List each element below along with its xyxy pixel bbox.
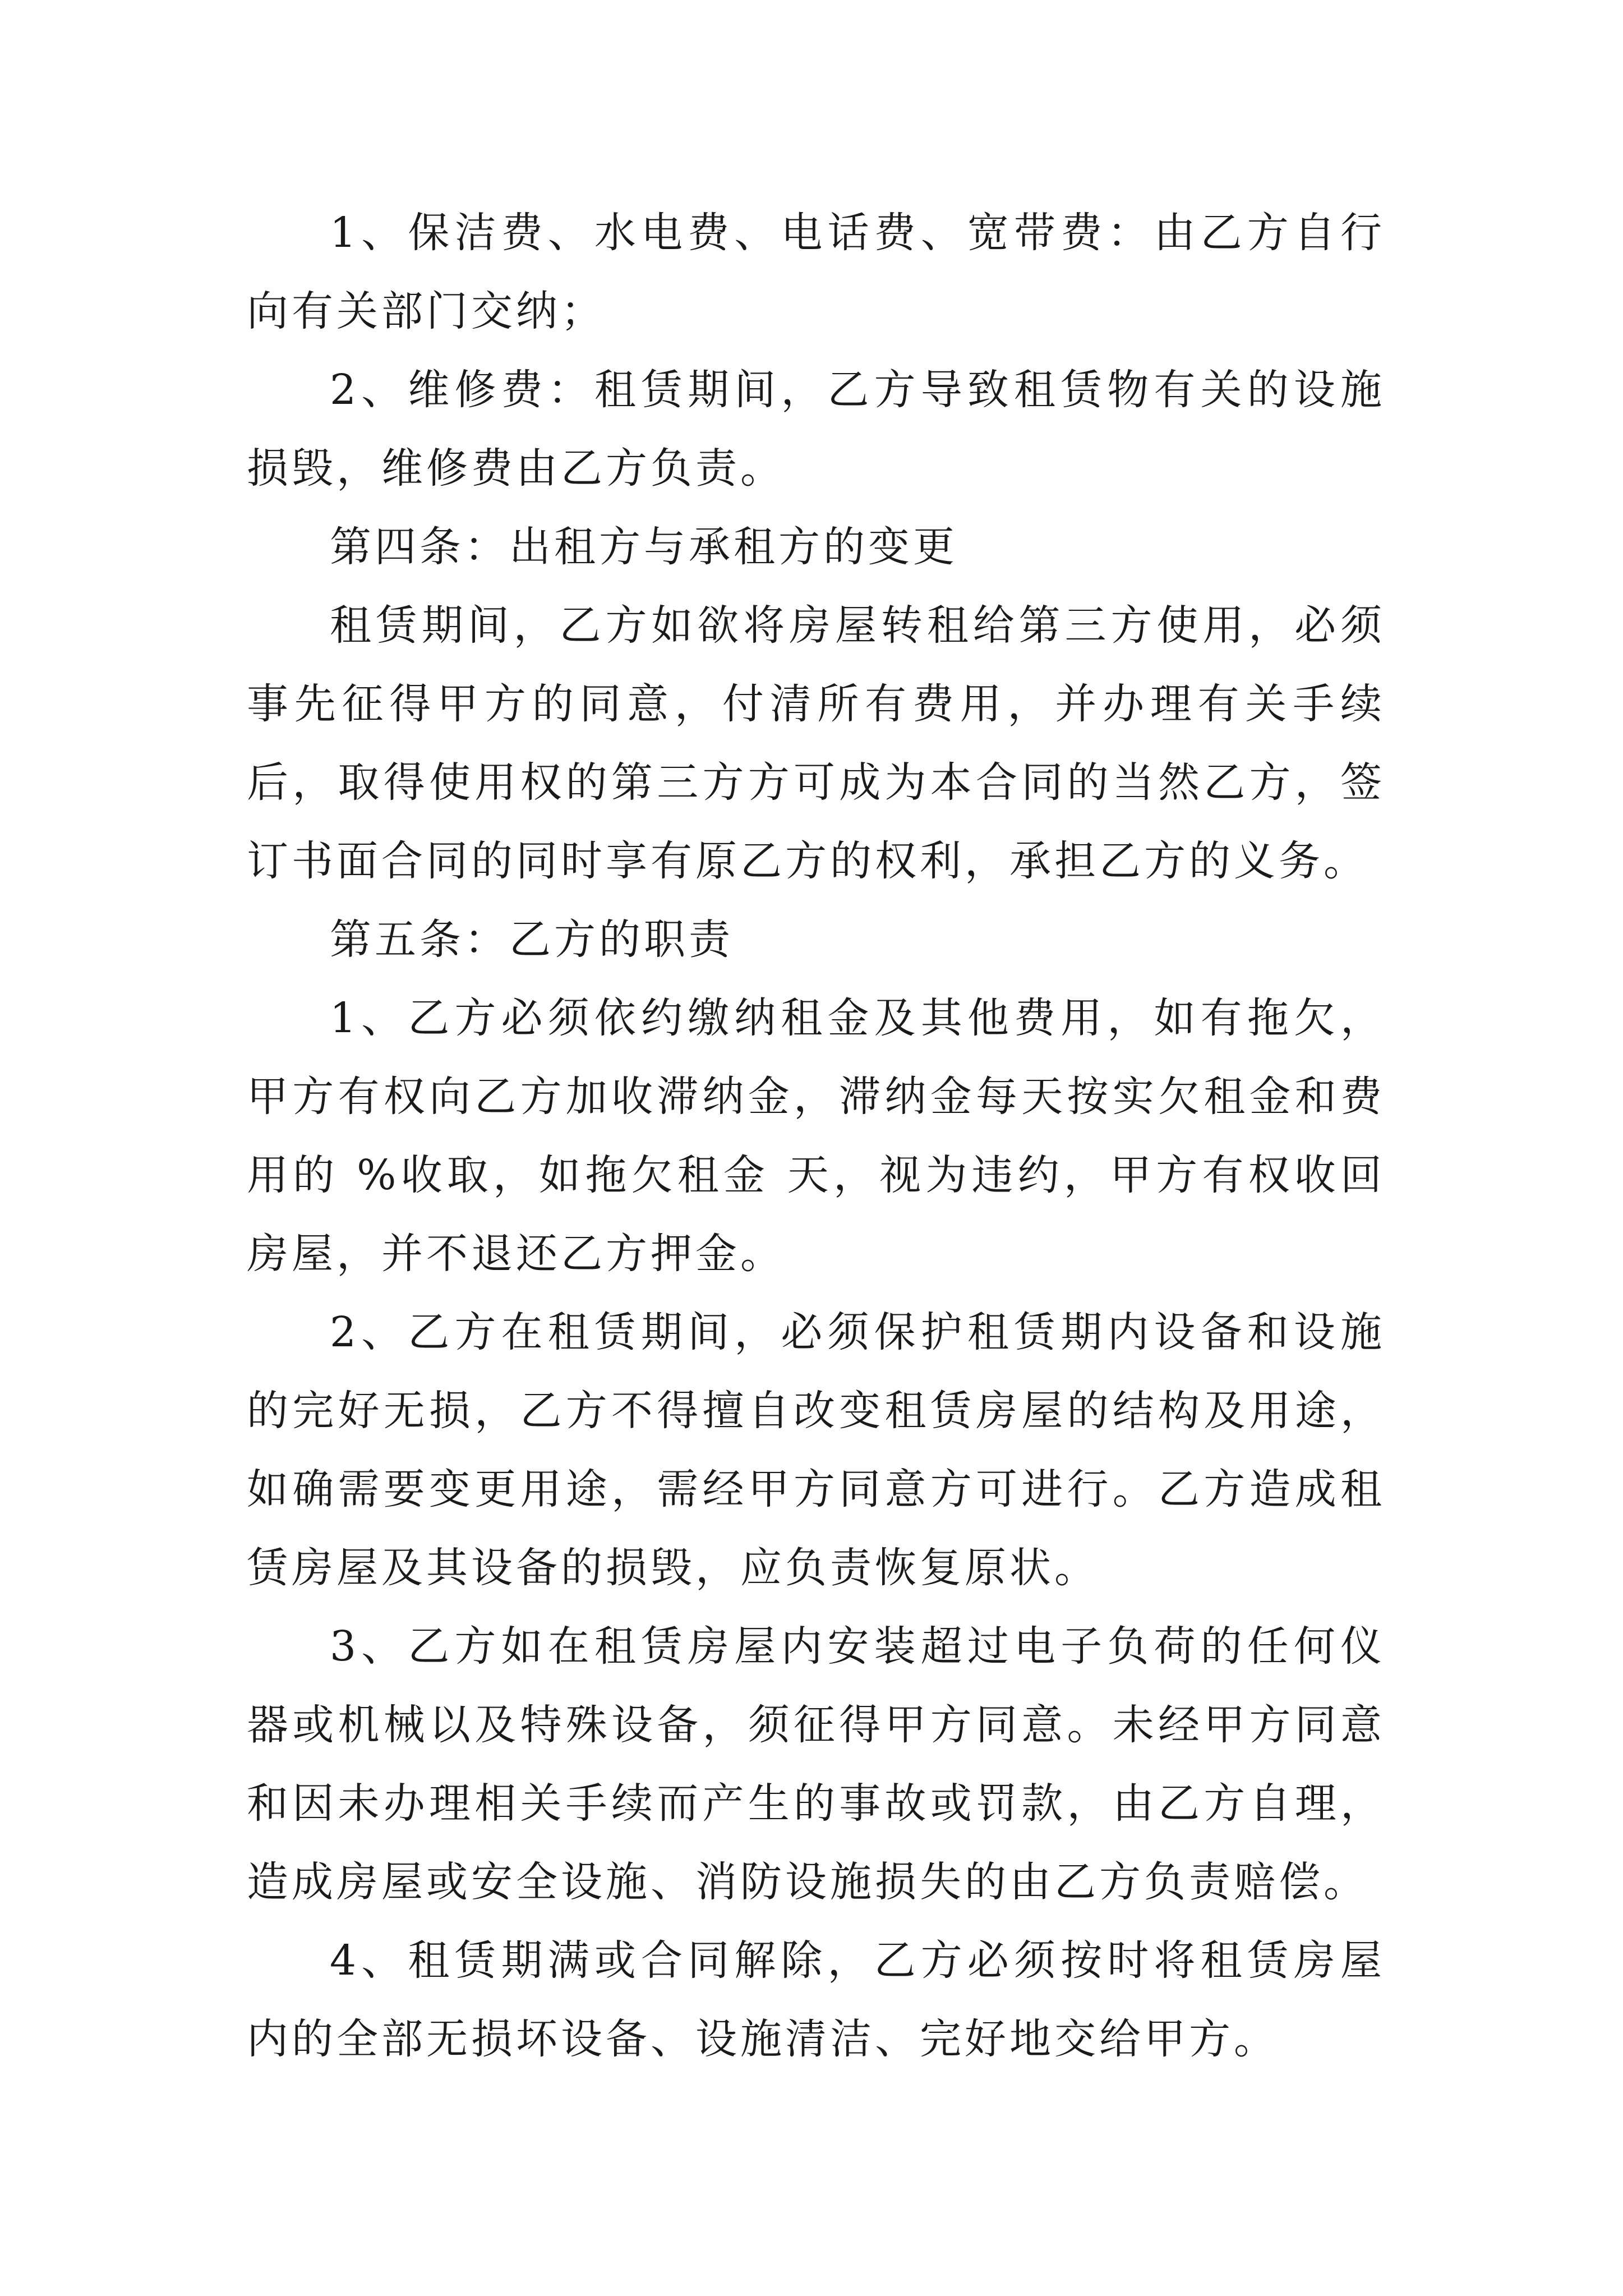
paragraph-fees-repair: 2、维修费：租赁期间，乙方导致租赁物有关的设施损毁，维修费由乙方负责。	[247, 366, 1385, 493]
paragraph-duty-3: 3、乙方如在租赁房屋内安装超过电子负荷的任何仪器或机械以及特殊设备，须征得甲方同意。未经甲方同意和因未办理相关手续而产生的事故或罚款，由乙方自理，造成房屋或安全设施、消防设施损失的由乙方负责赔偿。	[247, 1622, 1385, 1906]
paragraph-duty-1: 1、乙方必须依约缴纳租金及其他费用，如有拖欠，甲方有权向乙方加收滞纳金，滞纳金每天按实欠租金和费用的 %收取，如拖欠租金 天，视为违约，甲方有权收回房屋，并不退还乙方押金。	[247, 994, 1385, 1278]
heading-article-5: 第五条：乙方的职责	[330, 915, 734, 964]
paragraph-sublease: 租赁期间，乙方如欲将房屋转租给第三方使用，必须事先征得甲方的同意，付清所有费用，并办理有关手续后，取得使用权的第三方方可成为本合同的当然乙方，签订书面合同的同时享有原乙方的权利，承担乙方的义务。	[247, 601, 1385, 885]
paragraph-duty-2: 2、乙方在租赁期间，必须保护租赁期内设备和设施的完好无损，乙方不得擅自改变租赁房屋的结构及用途，如确需要变更用途，需经甲方同意方可进行。乙方造成租赁房屋及其设备的损毁，应负责恢复原状。	[247, 1308, 1385, 1592]
paragraph-fees-cleaning: 1、保洁费、水电费、电话费、宽带费：由乙方自行向有关部门交纳；	[247, 209, 1385, 335]
paragraph-duty-4: 4、租赁期满或合同解除，乙方必须按时将租赁房屋内的全部无损坏设备、设施清洁、完好地交给甲方。	[247, 1936, 1385, 2063]
heading-article-4: 第四条：出租方与承租方的变更	[330, 523, 958, 571]
document-page	[247, 194, 1385, 2078]
